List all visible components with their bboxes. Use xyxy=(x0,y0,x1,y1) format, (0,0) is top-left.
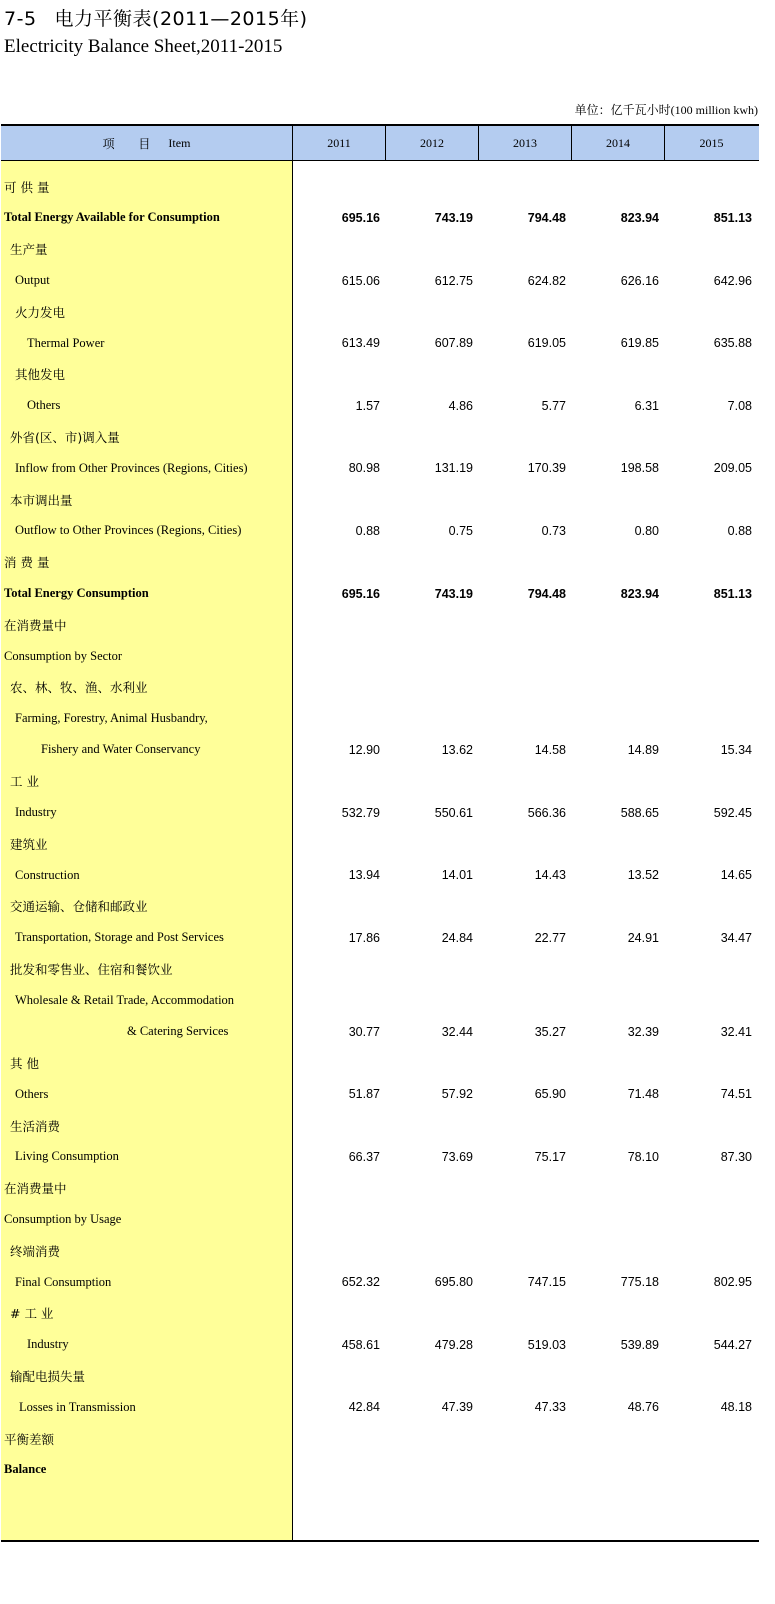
row-label: Others xyxy=(15,1086,49,1101)
value-cell: 566.36 xyxy=(527,805,566,820)
row-label: 建筑业 xyxy=(10,836,48,852)
value-cell: 80.98 xyxy=(348,461,380,476)
row-label: Total Energy Consumption xyxy=(4,586,149,600)
table-row xyxy=(1,797,759,828)
value-cell: 624.82 xyxy=(527,273,566,288)
table-row xyxy=(1,985,759,1016)
value-cell: 695.16 xyxy=(341,210,380,225)
value-cell: 619.85 xyxy=(620,336,659,351)
value-cell: 5.77 xyxy=(541,398,566,413)
table-row xyxy=(1,922,759,953)
row-label: 火力发电 xyxy=(15,304,66,320)
value-cell: 30.77 xyxy=(348,1024,380,1039)
value-cell: 35.27 xyxy=(534,1024,566,1039)
value-cell: 65.90 xyxy=(534,1087,566,1102)
value-cell: 22.77 xyxy=(534,930,566,945)
balance-table xyxy=(1,124,759,1542)
value-cell: 24.84 xyxy=(441,930,473,945)
value-cell: 14.58 xyxy=(534,742,566,757)
year-header: 2012 xyxy=(386,126,479,160)
table-row xyxy=(1,1047,759,1078)
value-cell: 74.51 xyxy=(720,1087,752,1102)
value-cell: 539.89 xyxy=(620,1337,659,1352)
value-cell: 198.58 xyxy=(620,461,659,476)
value-cell: 24.91 xyxy=(627,930,659,945)
value-cell: 747.15 xyxy=(527,1275,566,1290)
year-header: 2011 xyxy=(293,126,386,160)
value-cell: 14.43 xyxy=(534,868,566,883)
value-cell: 1.57 xyxy=(355,398,380,413)
table-row xyxy=(1,766,759,797)
value-cell: 823.94 xyxy=(620,210,659,225)
row-label: # 工 业 xyxy=(10,1306,54,1322)
table-row xyxy=(1,1079,759,1110)
value-cell: 7.08 xyxy=(727,398,752,413)
value-cell: 170.39 xyxy=(527,461,566,476)
value-cell: 71.48 xyxy=(627,1087,659,1102)
value-cell: 0.88 xyxy=(355,523,380,538)
row-label: 其他发电 xyxy=(15,367,66,383)
row-label: Consumption by Usage xyxy=(4,1211,122,1226)
unit-en: (100 million kwh) xyxy=(670,103,758,117)
table-title-en: Electricity Balance Sheet,2011-2015 xyxy=(4,36,283,57)
table-row xyxy=(1,1235,759,1266)
value-cell: 613.49 xyxy=(341,336,380,351)
row-label: Final Consumption xyxy=(15,1274,112,1289)
year-header: 2013 xyxy=(479,126,572,160)
table-body xyxy=(1,171,759,1485)
table-row xyxy=(1,1360,759,1391)
value-cell: 607.89 xyxy=(434,336,473,351)
value-cell: 458.61 xyxy=(341,1337,380,1352)
row-label: 消 费 量 xyxy=(4,555,50,571)
row-label: Fishery and Water Conservancy xyxy=(41,742,201,757)
row-label: Outflow to Other Provinces (Regions, Cities) xyxy=(15,523,242,538)
year-header: 2015 xyxy=(699,135,724,150)
table-header xyxy=(1,126,759,161)
row-label: Balance xyxy=(4,1462,47,1477)
table-row xyxy=(1,734,759,765)
value-cell: 743.19 xyxy=(434,586,473,601)
table-row xyxy=(1,296,759,327)
value-cell: 73.69 xyxy=(441,1149,473,1164)
value-cell: 479.28 xyxy=(434,1337,473,1352)
item-header-cn: 项 目 xyxy=(102,136,161,151)
value-cell: 550.61 xyxy=(434,805,473,820)
table-row xyxy=(1,703,759,734)
table-row xyxy=(1,1141,759,1172)
table-row xyxy=(1,828,759,859)
value-cell: 544.27 xyxy=(713,1337,752,1352)
value-cell: 4.86 xyxy=(448,398,473,413)
value-cell: 14.65 xyxy=(720,868,752,883)
value-cell: 47.39 xyxy=(441,1400,473,1415)
value-cell: 42.84 xyxy=(348,1400,380,1415)
value-cell: 32.41 xyxy=(720,1024,752,1039)
value-cell: 87.30 xyxy=(720,1149,752,1164)
table-row xyxy=(1,672,759,703)
value-cell: 635.88 xyxy=(713,336,752,351)
table-row xyxy=(1,1423,759,1454)
value-cell: 652.32 xyxy=(341,1275,380,1290)
table-row xyxy=(1,860,759,891)
value-cell: 794.48 xyxy=(527,586,566,601)
row-label: 在消费量中 xyxy=(4,1181,67,1197)
value-cell: 615.06 xyxy=(341,273,380,288)
value-cell: 14.01 xyxy=(441,868,473,883)
value-cell: 51.87 xyxy=(348,1087,380,1102)
value-cell: 32.44 xyxy=(441,1024,473,1039)
table-row xyxy=(1,891,759,922)
row-label: Others xyxy=(27,398,61,413)
table-row xyxy=(1,1204,759,1235)
row-label: 农、林、牧、渔、水利业 xyxy=(10,680,148,696)
table-title-cn xyxy=(4,4,308,31)
row-label: 在消费量中 xyxy=(4,617,67,633)
table-row xyxy=(1,1392,759,1423)
value-cell: 6.31 xyxy=(634,398,659,413)
value-cell: 588.65 xyxy=(620,805,659,820)
value-cell: 775.18 xyxy=(620,1275,659,1290)
table-row xyxy=(1,515,759,546)
value-cell: 13.62 xyxy=(441,742,473,757)
value-cell: 802.95 xyxy=(713,1275,752,1290)
value-cell: 17.86 xyxy=(348,930,380,945)
value-cell: 48.18 xyxy=(720,1400,752,1415)
value-cell: 592.45 xyxy=(713,805,752,820)
row-label: 可 供 量 xyxy=(4,179,50,195)
value-cell: 14.89 xyxy=(627,742,659,757)
row-label: Industry xyxy=(15,805,57,820)
row-label: Thermal Power xyxy=(27,335,105,350)
value-cell: 823.94 xyxy=(620,586,659,601)
table-row xyxy=(1,171,759,202)
value-cell: 642.96 xyxy=(713,273,752,288)
value-cell: 34.47 xyxy=(720,930,752,945)
row-label: Industry xyxy=(27,1337,69,1352)
value-cell: 209.05 xyxy=(713,461,752,476)
value-cell: 851.13 xyxy=(713,210,752,225)
row-label: 输配电损失量 xyxy=(10,1368,86,1384)
row-label: 批发和零售业、住宿和餐饮业 xyxy=(10,962,173,978)
row-label: Farming, Forestry, Animal Husbandry, xyxy=(15,711,208,726)
table-row xyxy=(1,202,759,233)
row-label: 终端消费 xyxy=(10,1243,61,1259)
table-row xyxy=(1,265,759,296)
title-cn-text: 电力平衡表(2011—2015年) xyxy=(54,8,308,30)
row-label: Wholesale & Retail Trade, Accommodation xyxy=(15,992,235,1007)
value-cell: 695.80 xyxy=(434,1275,473,1290)
value-cell: 66.37 xyxy=(348,1149,380,1164)
value-cell: 131.19 xyxy=(434,461,473,476)
bottom-rule xyxy=(1,1540,759,1542)
unit-note xyxy=(575,101,758,118)
table-row xyxy=(1,1016,759,1047)
table-row xyxy=(1,609,759,640)
row-label: Living Consumption xyxy=(15,1149,119,1164)
table-row xyxy=(1,327,759,358)
table-row xyxy=(1,1298,759,1329)
value-cell: 626.16 xyxy=(620,273,659,288)
value-cell: 851.13 xyxy=(713,586,752,601)
value-cell: 619.05 xyxy=(527,336,566,351)
table-row xyxy=(1,1266,759,1297)
value-cell: 57.92 xyxy=(441,1087,473,1102)
row-label: Transportation, Storage and Post Services xyxy=(15,930,224,945)
row-label: & Catering Services xyxy=(127,1024,229,1039)
unit-cn: 单位：亿千瓦小时 xyxy=(574,103,671,117)
table-row xyxy=(1,234,759,265)
table-row xyxy=(1,1173,759,1204)
row-label: Inflow from Other Provinces (Regions, Cities) xyxy=(15,460,248,475)
row-label: 生产量 xyxy=(10,242,48,258)
table-number: 7-5 xyxy=(4,8,37,30)
value-cell: 695.16 xyxy=(341,586,380,601)
row-label: Losses in Transmission xyxy=(19,1399,136,1414)
table-row xyxy=(1,453,759,484)
row-label: Consumption by Sector xyxy=(4,648,123,663)
value-cell: 32.39 xyxy=(627,1024,659,1039)
value-cell: 0.80 xyxy=(634,523,659,538)
value-cell: 48.76 xyxy=(627,1400,659,1415)
row-label: 外省(区、市)调入量 xyxy=(10,430,120,446)
value-cell: 13.52 xyxy=(627,868,659,883)
row-label: Output xyxy=(15,273,50,288)
row-label: Total Energy Available for Consumption xyxy=(4,210,220,225)
table-row xyxy=(1,484,759,515)
value-cell: 743.19 xyxy=(434,210,473,225)
table-row xyxy=(1,547,759,578)
value-cell: 15.34 xyxy=(720,742,752,757)
row-label: 生活消费 xyxy=(10,1118,61,1134)
item-header-en: Item xyxy=(168,135,191,150)
table-row xyxy=(1,359,759,390)
value-cell: 794.48 xyxy=(527,210,566,225)
row-label: 交通运输、仓储和邮政业 xyxy=(10,899,148,915)
row-label: 平衡差额 xyxy=(4,1431,55,1447)
table-row xyxy=(1,640,759,671)
table-row xyxy=(1,1329,759,1360)
value-cell: 612.75 xyxy=(434,273,473,288)
item-header xyxy=(1,126,293,160)
value-cell: 532.79 xyxy=(341,805,380,820)
value-cell: 75.17 xyxy=(534,1149,566,1164)
value-cell: 78.10 xyxy=(627,1149,659,1164)
value-cell: 0.73 xyxy=(541,523,566,538)
value-cell: 13.94 xyxy=(348,868,380,883)
row-label: 本市调出量 xyxy=(10,492,73,508)
row-label: 工 业 xyxy=(10,774,39,790)
value-cell: 0.88 xyxy=(727,523,752,538)
table-row xyxy=(1,953,759,984)
value-cell: 0.75 xyxy=(448,523,473,538)
year-header: 2014 xyxy=(572,126,665,160)
value-cell: 47.33 xyxy=(534,1400,566,1415)
table-row xyxy=(1,1110,759,1141)
table-row xyxy=(1,578,759,609)
value-cell: 12.90 xyxy=(348,742,380,757)
row-label: Construction xyxy=(15,867,80,882)
row-label: 其 他 xyxy=(10,1055,39,1071)
value-cell: 519.03 xyxy=(527,1337,566,1352)
table-row xyxy=(1,1454,759,1485)
table-row xyxy=(1,390,759,421)
table-row xyxy=(1,421,759,452)
